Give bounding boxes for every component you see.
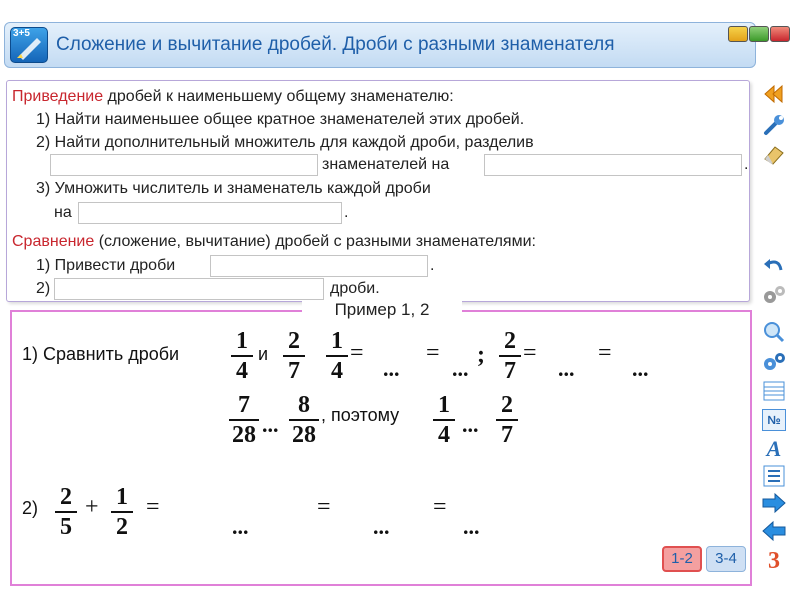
maximize-button[interactable] xyxy=(749,26,769,42)
minimize-button[interactable] xyxy=(728,26,748,42)
fraction-d xyxy=(499,328,521,384)
arrow-left-icon[interactable] xyxy=(760,519,788,543)
gears-icon[interactable] xyxy=(760,283,788,307)
eraser-icon[interactable] xyxy=(760,142,788,166)
level-3-icon[interactable] xyxy=(760,549,788,573)
fraction-i xyxy=(55,484,77,540)
answer-dots[interactable]: ... xyxy=(383,356,400,381)
example-title: Пример 1, 2 xyxy=(302,300,462,320)
fraction-a xyxy=(231,328,253,384)
blank-field-5[interactable] xyxy=(54,278,324,300)
app-icon xyxy=(10,27,48,63)
equals-sign: = xyxy=(426,340,440,366)
fraction-b xyxy=(283,328,305,384)
tab-1-2[interactable]: 1-2 xyxy=(662,546,702,572)
example-1-and: и xyxy=(258,344,269,364)
answer-dots[interactable]: ... xyxy=(558,356,575,381)
equals-sign: = xyxy=(350,340,364,366)
number-sign-icon[interactable] xyxy=(760,408,788,432)
fraction-g-num: 1 xyxy=(438,392,450,418)
fraction-d-num: 2 xyxy=(504,328,516,354)
comparison-step-2-end: дроби. xyxy=(330,280,380,297)
reduction-heading-rest: дробей к наименьшему общему знаменателю: xyxy=(103,88,454,105)
rule-step-2-mid: знаменателей на xyxy=(322,156,450,173)
example-1-label: 1) Сравнить дроби xyxy=(22,344,180,364)
comparison-heading xyxy=(12,233,536,251)
table-icon[interactable] xyxy=(760,379,788,403)
fraction-h-num: 2 xyxy=(501,392,513,418)
blank-field-3[interactable] xyxy=(78,202,342,224)
font-icon[interactable] xyxy=(760,437,788,461)
window-title: Сложение и вычитание дробей. Дроби с разными знаменателя xyxy=(56,34,615,55)
answer-dots[interactable]: ... xyxy=(463,514,480,539)
level-3-digit: 3 xyxy=(768,547,780,574)
fraction-j xyxy=(111,484,133,540)
fraction-g xyxy=(433,392,455,448)
compare-dots[interactable]: ... xyxy=(262,412,279,437)
fraction-b-num: 2 xyxy=(288,328,300,354)
rule-step-2: 2) Найти дополнительный множитель для каждой дроби, разделив xyxy=(36,134,534,151)
reduction-heading-red: Приведение xyxy=(12,88,104,105)
fraction-i-num: 2 xyxy=(60,484,72,510)
wrench-icon[interactable] xyxy=(760,113,788,137)
list-icon[interactable] xyxy=(760,464,788,488)
app-icon-label: 3+5 xyxy=(13,28,30,39)
rule-step-2-end: . xyxy=(744,156,749,173)
semicolon: ; xyxy=(477,342,485,368)
blank-field-4[interactable] xyxy=(210,255,428,277)
equals-sign: = xyxy=(523,340,537,366)
fraction-i-den: 5 xyxy=(60,514,72,540)
fraction-f xyxy=(289,392,319,448)
fraction-a-num: 1 xyxy=(236,328,248,354)
fraction-c xyxy=(326,328,348,384)
fraction-e xyxy=(229,392,259,448)
example-2-label: 2) xyxy=(22,498,39,518)
fraction-c-num: 1 xyxy=(331,328,343,354)
zoom-icon[interactable] xyxy=(760,320,788,344)
fraction-d-den: 7 xyxy=(504,358,516,384)
close-button[interactable] xyxy=(770,26,790,42)
settings-gears-icon[interactable] xyxy=(760,350,788,374)
compare-dots[interactable]: ... xyxy=(462,412,479,437)
fraction-b-den: 7 xyxy=(288,358,300,384)
comparison-step-1: 1) Привести дроби xyxy=(36,257,176,274)
rule-step-1: 1) Найти наименьшее общее кратное знаменателей этих дробей. xyxy=(36,111,525,128)
blank-field-1[interactable] xyxy=(50,154,318,176)
fraction-e-num: 7 xyxy=(238,392,250,418)
comparison-step-1-end: . xyxy=(430,257,435,274)
answer-dots[interactable]: ... xyxy=(632,356,649,381)
fraction-c-den: 4 xyxy=(331,358,343,384)
answer-dots[interactable]: ... xyxy=(452,356,469,381)
fraction-j-num: 1 xyxy=(116,484,128,510)
comparison-step-2: 2) xyxy=(36,280,51,297)
equals-sign: = xyxy=(146,494,160,520)
therefore-text: , поэтому xyxy=(321,405,400,425)
fraction-h-den: 7 xyxy=(501,422,513,448)
blank-field-2[interactable] xyxy=(484,154,742,176)
rewind-icon[interactable] xyxy=(760,82,788,106)
fraction-g-den: 4 xyxy=(438,422,450,448)
equals-sign: = xyxy=(433,494,447,520)
equals-sign: = xyxy=(317,494,331,520)
undo-icon[interactable] xyxy=(760,255,788,279)
number-sign-label: № xyxy=(762,409,786,431)
comparison-heading-rest: (сложение, вычитание) дробей с разными знаменателями: xyxy=(94,233,536,250)
plus-sign: + xyxy=(85,494,99,520)
answer-dots[interactable]: ... xyxy=(232,514,249,539)
equals-sign: = xyxy=(598,340,612,366)
fraction-j-den: 2 xyxy=(116,514,128,540)
fraction-f-den: 28 xyxy=(292,422,316,448)
rule-step-3-on: на xyxy=(54,204,72,221)
comparison-heading-red: Сравнение xyxy=(12,233,95,250)
fraction-f-num: 8 xyxy=(298,392,310,418)
fraction-h xyxy=(496,392,518,448)
rule-step-3: 3) Умножить числитель и знаменатель каждой дроби xyxy=(36,180,431,197)
arrow-right-icon[interactable] xyxy=(760,491,788,515)
tab-3-4[interactable]: 3-4 xyxy=(706,546,746,572)
reduction-heading xyxy=(12,88,454,106)
fraction-a-den: 4 xyxy=(236,358,248,384)
answer-dots[interactable]: ... xyxy=(373,514,390,539)
fraction-e-den: 28 xyxy=(232,422,256,448)
rule-step-3-end: . xyxy=(344,204,349,221)
font-icon-letter: A xyxy=(766,436,782,461)
